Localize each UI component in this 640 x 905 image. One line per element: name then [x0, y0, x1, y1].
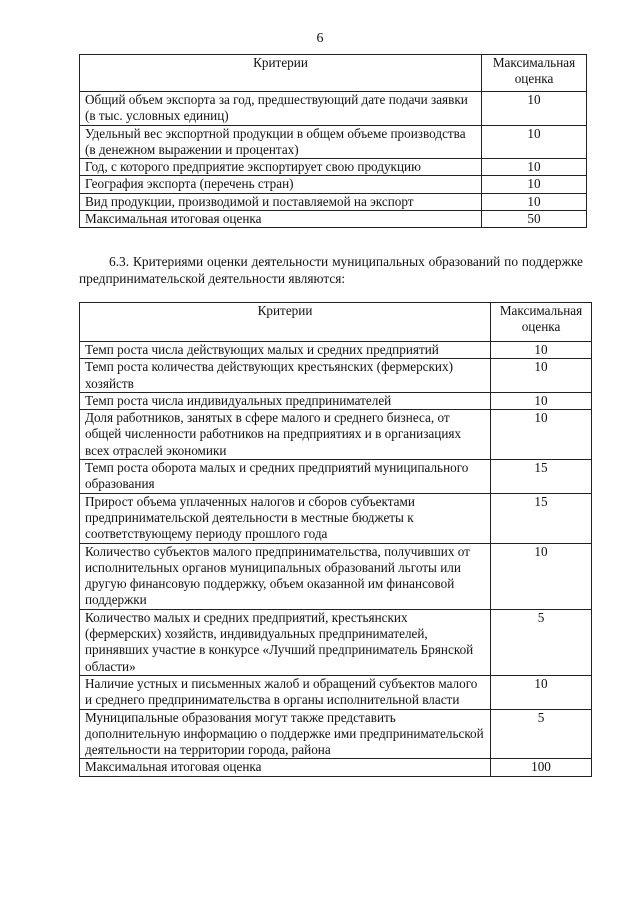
criterion-cell: Год, с которого предприятие экспортирует свою продукцию [80, 159, 482, 176]
table-row [80, 392, 592, 409]
criterion-cell: Общий объем экспорта за год, предшествующий дате подачи заявки (в тыс. условных единиц) [80, 92, 482, 126]
score-cell: 10 [482, 193, 587, 210]
table-row [80, 159, 587, 176]
criterion-cell: Темп роста количества действующих крестьянских (фермерских) хозяйств [80, 359, 491, 393]
score-cell: 10 [491, 342, 592, 359]
score-column-header: Максимальная оценка [482, 55, 587, 92]
criterion-cell: Количество субъектов малого предпринимательства, получивших от исполнительных органов муниципальных образований льготы или другую финансовую поддержку, объем оказанной им финансовой поддержки [80, 543, 491, 609]
table-row [80, 709, 592, 759]
score-cell: 10 [491, 359, 592, 393]
score-cell: 5 [491, 609, 592, 675]
table-total-row [80, 759, 592, 776]
criterion-cell: Удельный вес экспортной продукции в общем объеме производства (в денежном выражении и процентах) [80, 125, 482, 159]
score-cell: 10 [482, 159, 587, 176]
criterion-cell: Муниципальные образования могут также представить дополнительную информацию о поддержке ими предпринимательской деятельности на территории города, района [80, 709, 491, 759]
table-header-row [80, 303, 592, 342]
score-cell: 10 [491, 392, 592, 409]
total-score-cell: 50 [482, 211, 587, 228]
score-cell: 10 [491, 543, 592, 609]
table-row [80, 410, 592, 460]
export-criteria-table [79, 54, 587, 228]
table-row [80, 92, 587, 126]
score-cell: 10 [482, 125, 587, 159]
criterion-cell: Прирост объема уплаченных налогов и сборов субъектами предпринимательской деятельности в местные бюджеты к соответствующему периоду прошлого года [80, 493, 491, 543]
section-paragraph [79, 254, 583, 287]
criterion-cell: Доля работников, занятых в сфере малого и среднего бизнеса, от общей численности работников на предприятиях и в организациях всех отраслей экономики [80, 410, 491, 460]
table-row [80, 193, 587, 210]
score-column-header: Максимальная оценка [491, 303, 592, 342]
page-number: 6 [316, 31, 324, 46]
total-score-cell: 100 [491, 759, 592, 776]
table-row [80, 359, 592, 393]
table-row [80, 543, 592, 609]
criterion-cell: Количество малых и средних предприятий, крестьянских (фермерских) хозяйств, индивидуальных предпринимателей, принявших участие в конкурсе «Лучший предприниматель Брянской области» [80, 609, 491, 675]
table-row [80, 493, 592, 543]
criteria-column-header: Критерии [80, 303, 491, 342]
total-label-cell: Максимальная итоговая оценка [80, 211, 482, 228]
criterion-cell: Вид продукции, производимой и поставляемой на экспорт [80, 193, 482, 210]
table-header-row [80, 55, 587, 92]
paragraph-text: 6.3. Критериями оценки деятельности муниципальных образований по поддержке предпринимательской деятельности являются: [79, 254, 583, 286]
table-row [80, 609, 592, 675]
criterion-cell: Темп роста оборота малых и средних предприятий муниципального образования [80, 460, 491, 494]
criterion-cell: Наличие устных и письменных жалоб и обращений субъектов малого и среднего предпринимательства в органы исполнительной власти [80, 675, 491, 709]
table-row [80, 176, 587, 193]
score-cell: 10 [482, 176, 587, 193]
table-row [80, 675, 592, 709]
criterion-cell: Темп роста числа индивидуальных предпринимателей [80, 392, 491, 409]
score-cell: 15 [491, 460, 592, 494]
score-cell: 5 [491, 709, 592, 759]
table-total-row [80, 211, 587, 228]
score-cell: 10 [482, 92, 587, 126]
criterion-cell: Темп роста числа действующих малых и средних предприятий [80, 342, 491, 359]
criteria-column-header: Критерии [80, 55, 482, 92]
score-cell: 10 [491, 410, 592, 460]
table-row [80, 125, 587, 159]
municipal-criteria-table [79, 302, 592, 777]
criterion-cell: География экспорта (перечень стран) [80, 176, 482, 193]
score-cell: 15 [491, 493, 592, 543]
table-row [80, 460, 592, 494]
total-label-cell: Максимальная итоговая оценка [80, 759, 491, 776]
score-cell: 10 [491, 675, 592, 709]
table-row [80, 342, 592, 359]
